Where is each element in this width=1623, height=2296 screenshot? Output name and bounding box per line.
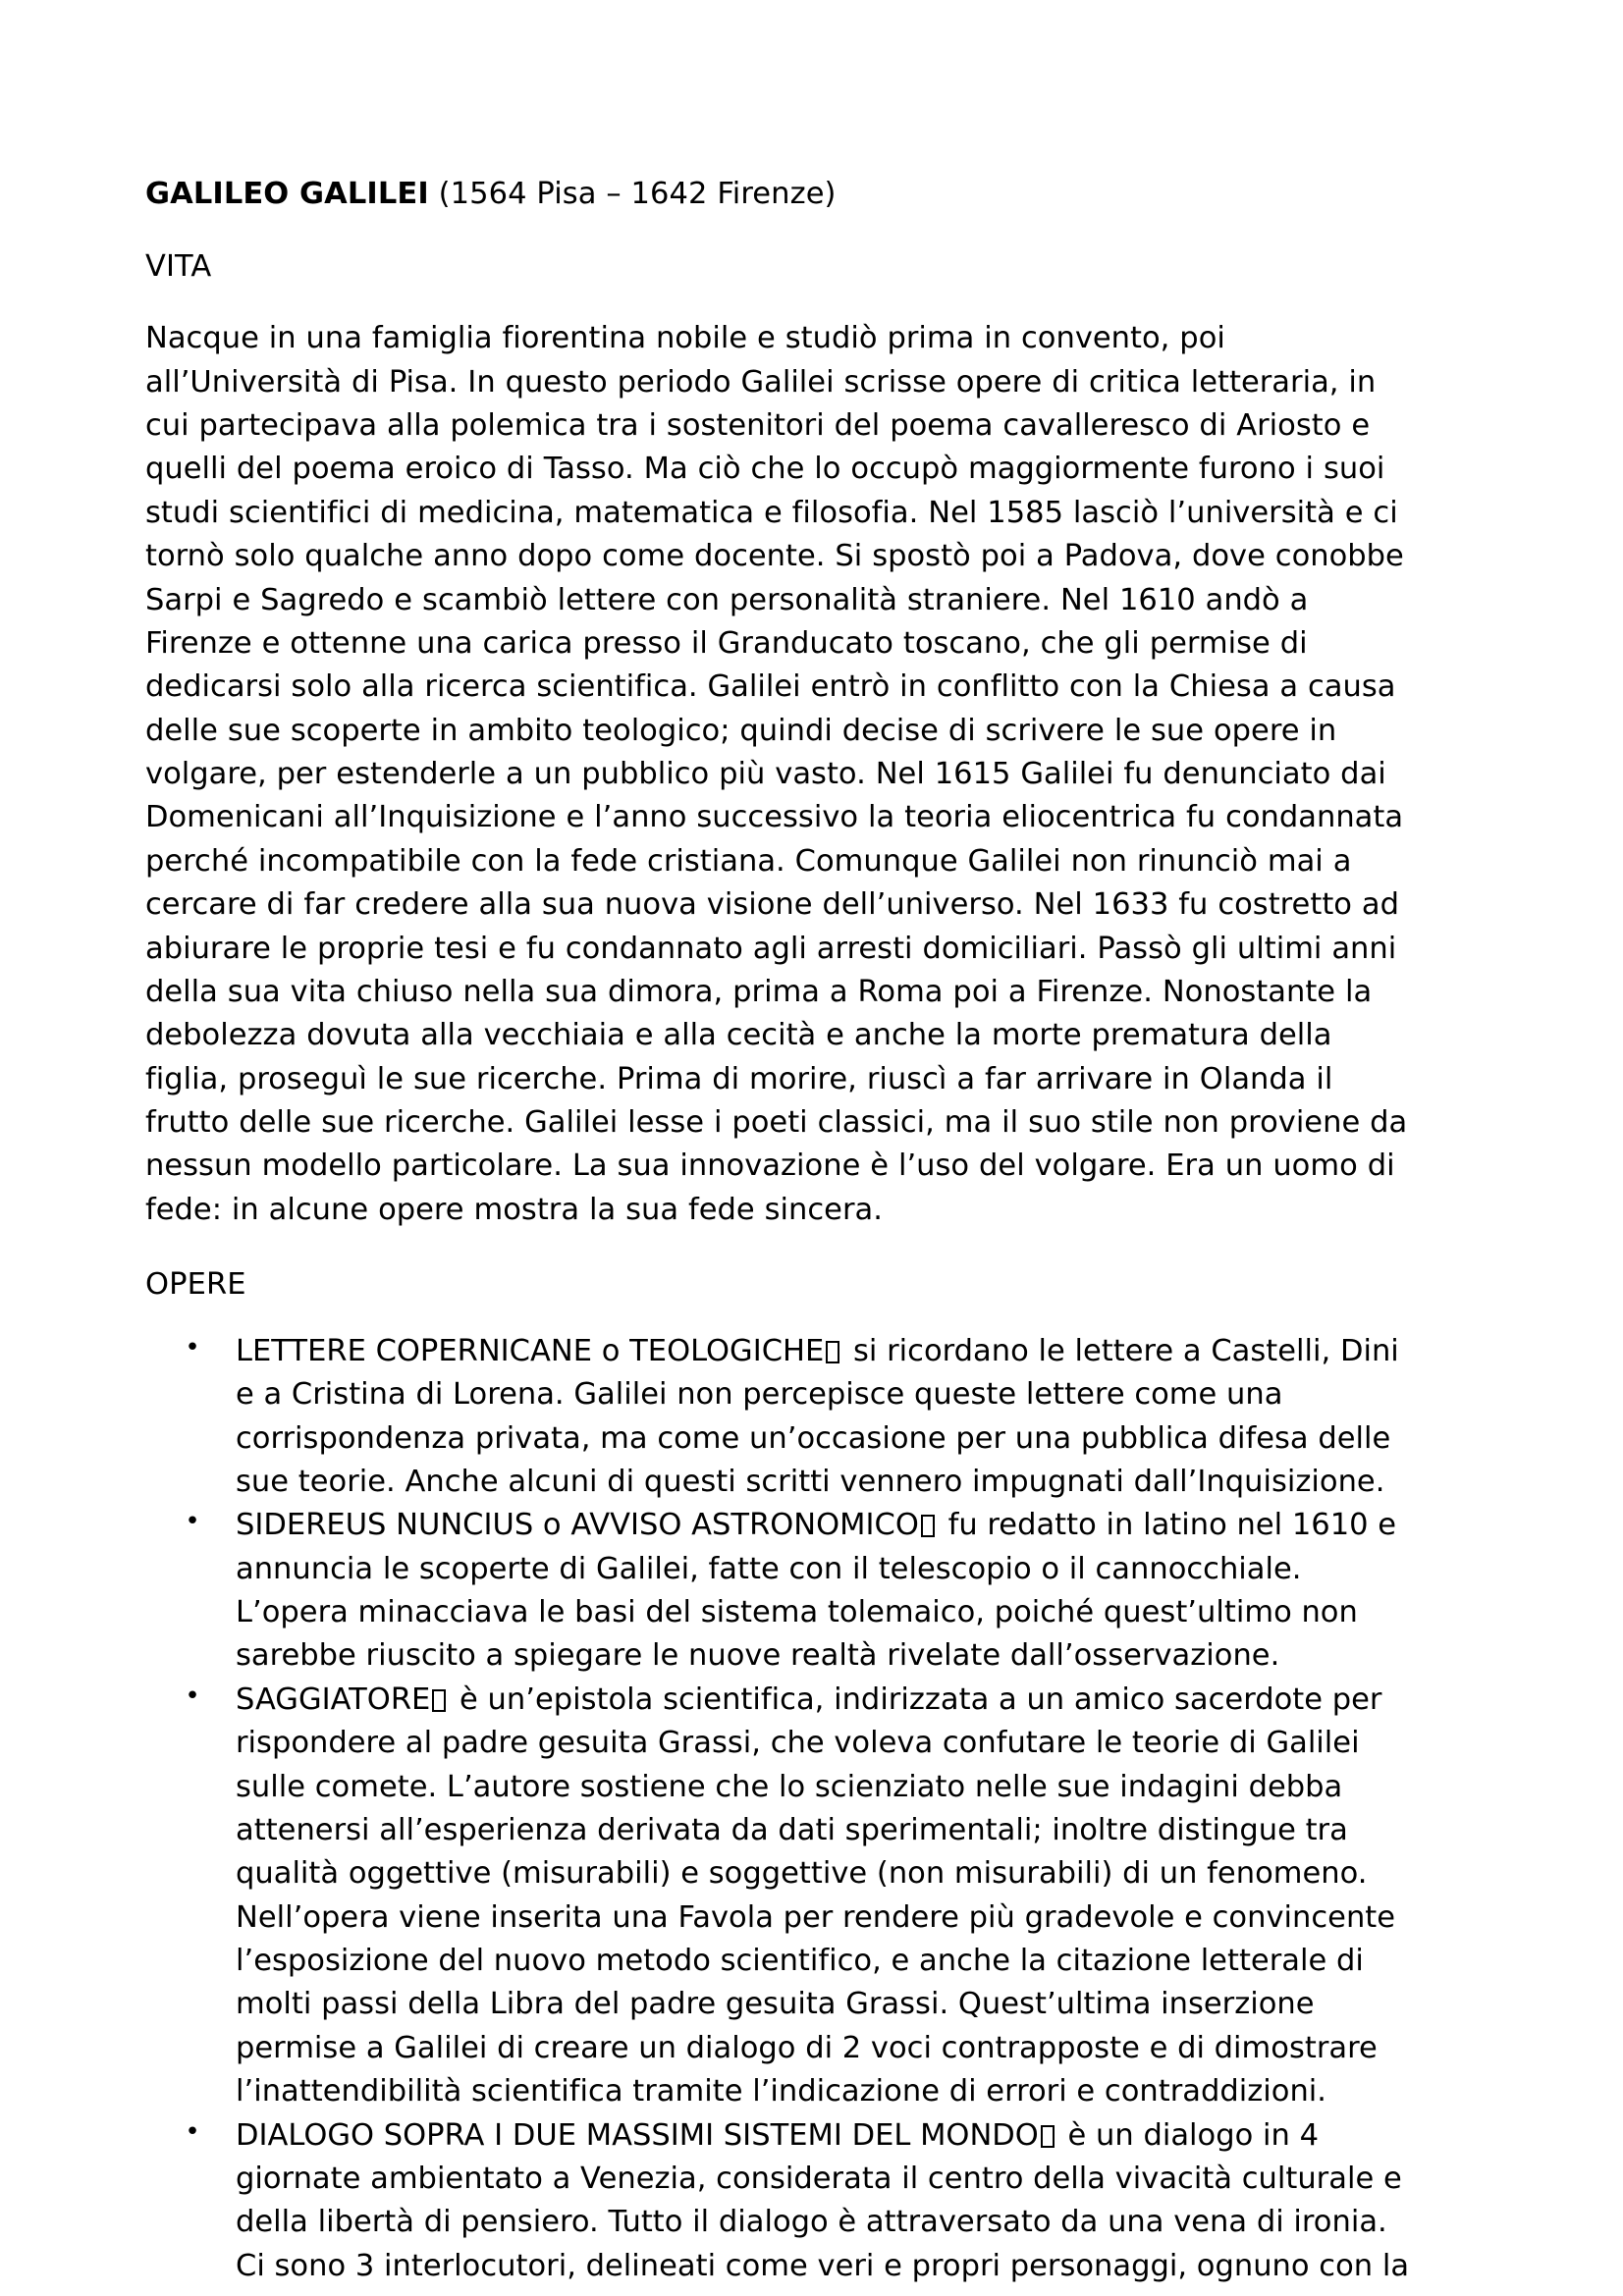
list-item [145,1679,1422,2114]
work-description: si ricordano le lettere a Castelli, Dini e a Cristina di Lorena. Galilei non percepisce queste lettere come una corrispondenza privata, ma come un’occasione per una pubblica difesa delle sue teorie. Anche alcuni di questi scritti vennero impugnati dall’Inquisizione. [236,1333,1399,1499]
section-heading-opere: OPERE [145,1267,246,1303]
work-description: è un’epistola scientifica, indirizzata a un amico sacerdote per rispondere al padre gesuita Grassi, che voleva confutare le teorie di Galilei sulle comete. L’autore sostiene che lo scienziato nelle sue indagini debba attenersi all’esperienza derivata da dati sperimentali; inoltre distingue tra qualità oggettive (misurabili) e soggettive (non misurabili) di un fenomeno. Nell’opera viene inserita una Favola per rendere più gradevole e convincente l’esposizione del nuovo metodo scientifico, e anche la citazione letterale di molti passi della Libra del padre gesuita Grassi. Quest’ultima inserzione permise a Galilei di creare un dialogo di 2 voci contrapposte e di dimostrare l’inattendibilità scientifica tramite l’indicazione di errori e contraddizioni. [236,1682,1396,2109]
bullet-point-icon: • [185,1507,200,1537]
bullet-point-icon: • [185,1681,200,1711]
bullet-point-icon: • [185,1332,200,1362]
bullet-point-icon: • [185,2116,200,2147]
work-title: DIALOGO SOPRA I DUE MASSIMI SISTEMI DEL MONDO [236,2117,1039,2153]
missing-glyph-icon [921,1515,935,1537]
work-description: è un dialogo in 4 giornate ambientato a Venezia, considerata il centro della vivacità culturale e della libertà di pensiero. Tutto il dialogo è attraversato da una vena di ironia. Ci sono 3 interlocutori, delineati come veri e propri personaggi, ognuno con la [236,2117,1410,2283]
work-title: SAGGIATORE [236,1682,431,1717]
work-title: SIDEREUS NUNCIUS o AVVISO ASTRONOMICO [236,1508,919,1543]
missing-glyph-icon [432,1689,446,1712]
document-title-name: GALILEO GALILEI [145,177,429,211]
section-heading-vita: VITA [145,248,212,284]
work-title: LETTERE COPERNICANE o TEOLOGICHE [236,1333,825,1368]
vita-paragraph: Nacque in una famiglia fiorentina nobile e studiò prima in convento, poi all’Università di Pisa. In questo periodo Galilei scrisse opere di critica letteraria, in cui partecipava alla polemica tra i sostenitori del poema cavalleresco di Ariosto e quelli del poema eroico di Tasso. Ma ciò che lo occupò maggiormente furono i suoi studi scientifici di medicina, matematica e filosofia. Nel 1585 lasciò l’università e ci tornò solo qualche anno dopo come docente. Si spostò poi a Padova, dove conobbe Sarpi e Sagredo e scambiò lettere con personalità straniere. Nel 1610 andò a Firenze e ottenne una carica presso il Granducato toscano, che gli permise di dedicarsi solo alla ricerca scientifica. Galilei entrò in conflitto con la Chiesa a causa delle sue scoperte in ambito teologico; quindi decise di scrivere le sue opere in volgare, per estenderle a un pubblico più vasto. Nel 1615 Galilei fu denunciato dai Domenicani all’Inquisizione e l’anno successivo la teoria eliocentrica fu condannata perché incompatibile con la fede cristiana. Comunque Galilei non rinunciò mai a cercare di far credere alla sua nuova visione dell’universo. Nel 1633 fu costretto ad abiurare le proprie tesi e fu condannato agli arresti domiciliari. Passò gli ultimi anni della sua vita chiuso nella sua dimora, prima a Roma poi a Firenze. Nonostante la debolezza dovuta alla vecchiaia e alla cecità e anche la morte prematura della figlia, proseguì le sue ricerche. Prima di morire, riuscì a far arrivare in Olanda il frutto delle sue ricerche. Galilei lesse i poeti classici, ma il suo stile non proviene da nessun modello particolare. La sua innovazione è l’uso del volgare. Era un uomo di fede: in alcune opere mostra la sua fede sincera. [145,321,1408,1227]
missing-glyph-icon [826,1341,839,1363]
work-description: fu redatto in latino nel 1610 e annuncia le scoperte di Galilei, fatte con il telescopio o il cannocchiale. L’opera minacciava le basi del sistema tolemaico, poiché quest’ultimo non sarebbe riuscito a spiegare le nuove realtà rivelate dall’osservazione. [236,1508,1397,1674]
works-list [145,1330,1422,2288]
document-title [145,175,1422,214]
list-item [145,2114,1422,2289]
list-item [145,1504,1422,1679]
document-title-dates: (1564 Pisa – 1642 Firenze) [428,177,837,211]
list-item [145,1330,1422,1505]
document-content [145,175,1422,2288]
missing-glyph-icon [1041,2125,1055,2148]
